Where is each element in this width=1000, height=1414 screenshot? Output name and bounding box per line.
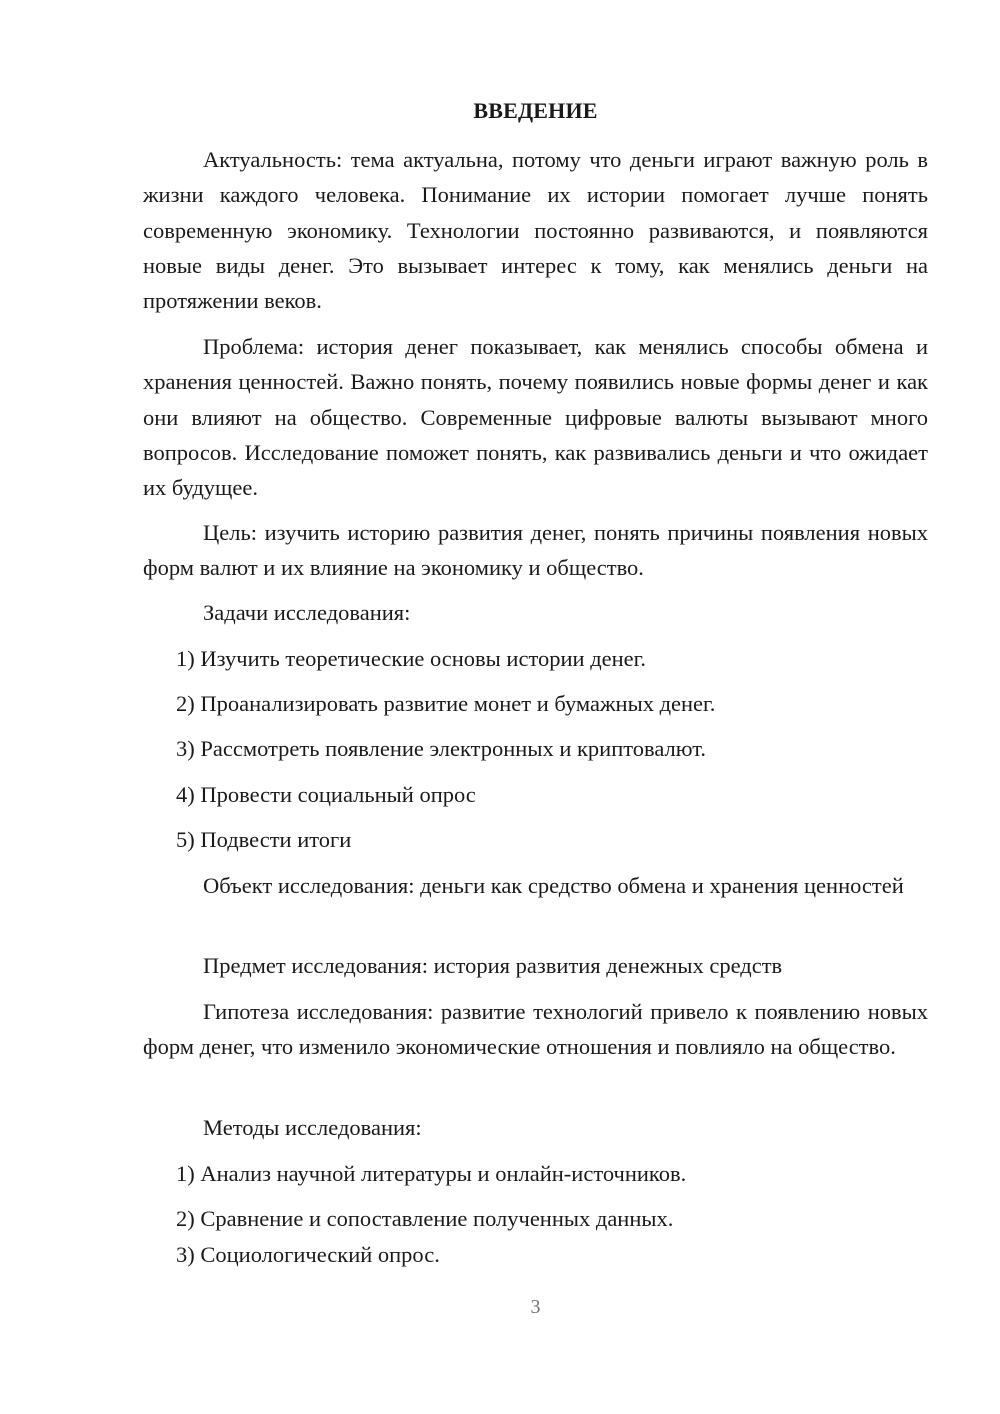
relevance-paragraph: Актуальность: тема актуальна, потому что деньги играют важную роль в жизни каждого человека. Понимание их истории помогает лучше понять современную экономику. Технологии постоянно развиваются, и появляются новые виды денег. Это вызывает интерес к тому, как менялись деньги на протяжении веков. xyxy=(143,147,928,314)
method-item: 3) Социологический опрос. xyxy=(176,1242,440,1267)
tasks-heading: Задачи исследования: xyxy=(203,600,411,625)
methods-heading: Методы исследования: xyxy=(203,1115,422,1140)
hypothesis-paragraph: Гипотеза исследования: развитие технологий привело к появлению новых форм денег, что изменило экономические отношения и повлияло на общество. xyxy=(143,999,928,1060)
page-number: 3 xyxy=(530,1296,541,1318)
document-page xyxy=(143,0,928,1414)
task-item: 5) Подвести итоги xyxy=(176,827,352,852)
method-item: 1) Анализ научной литературы и онлайн-источников. xyxy=(176,1161,687,1186)
task-item: 1) Изучить теоретические основы истории денег. xyxy=(176,646,646,671)
task-item: 2) Проанализировать развитие монет и бумажных денег. xyxy=(176,691,716,716)
subject-paragraph: Предмет исследования: история развития денежных средств xyxy=(203,953,783,978)
task-item: 4) Провести социальный опрос xyxy=(176,782,476,807)
object-paragraph: Объект исследования: деньги как средство обмена и хранения ценностей xyxy=(203,873,904,898)
section-title: ВВЕДЕНИЕ xyxy=(473,98,598,123)
method-item: 2) Сравнение и сопоставление полученных данных. xyxy=(176,1206,674,1231)
goal-paragraph: Цель: изучить историю развития денег, понять причины появления новых форм валют и их влияние на экономику и общество. xyxy=(143,520,928,581)
task-item: 3) Рассмотреть появление электронных и криптовалют. xyxy=(176,736,707,761)
problem-paragraph: Проблема: история денег показывает, как менялись способы обмена и хранения ценностей. Важно понять, почему появились новые формы денег и как они влияют на общество. Современные цифровые валюты вызывают много вопросов. Исследование поможет понять, как развивались деньги и что ожидает их будущее. xyxy=(143,334,928,501)
